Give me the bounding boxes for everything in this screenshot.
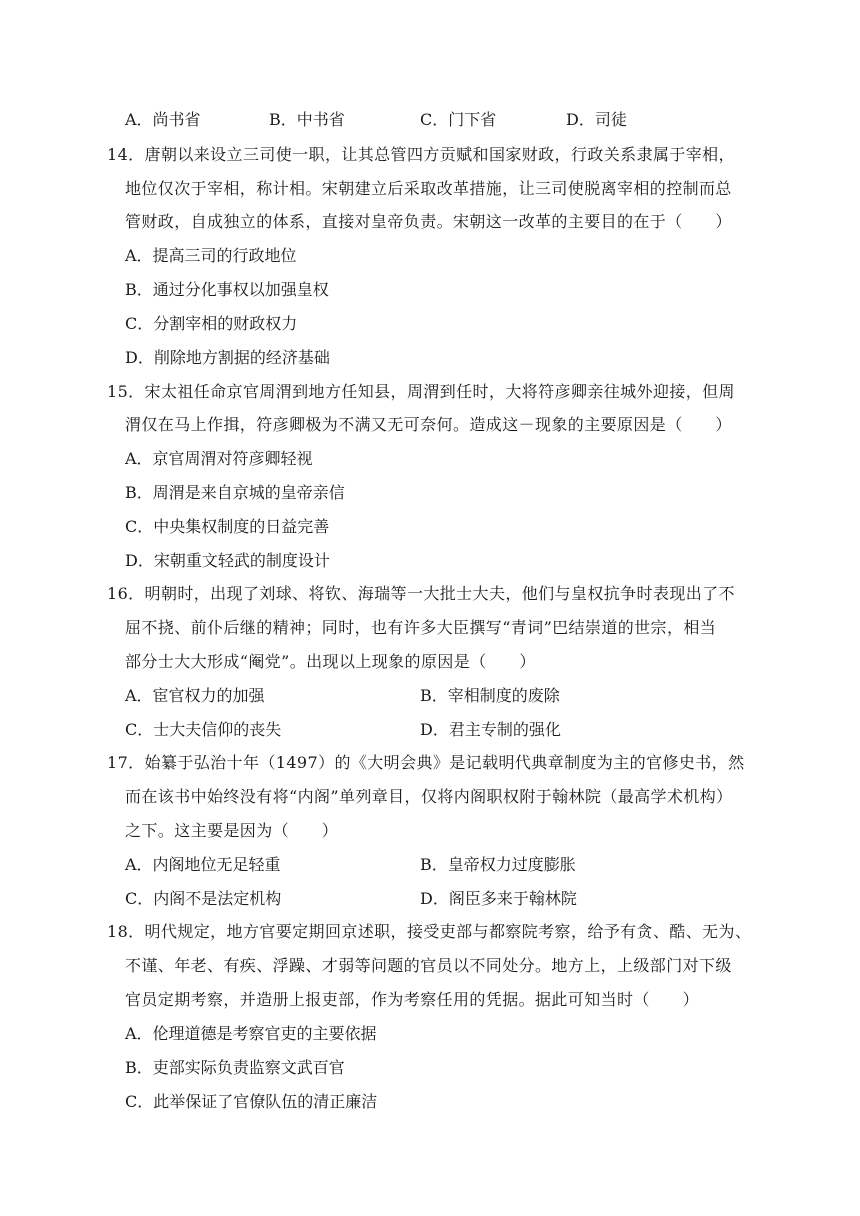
q15-option-a: A．京官周渭对符彦卿轻视 xyxy=(125,449,313,468)
q13-option-a: A．尚书省 xyxy=(125,110,201,129)
q14-option-d: D．削除地方割据的经济基础 xyxy=(125,348,330,367)
q14-stem-line-1: 14．唐朝以来设立三司使一职，让其总管四方贡赋和国家财政，行政关系隶属于宰相， xyxy=(107,145,735,164)
q13-option-c: C．门下省 xyxy=(420,110,497,129)
q14-stem-line-2: 地位仅次于宰相，称计相。宋朝建立后采取改革措施，让三司使脱离宰相的控制而总 xyxy=(125,179,732,198)
q14-stem-line-3: 管财政，自成独立的体系，直接对皇帝负责。宋朝这一改革的主要目的在于（ ） xyxy=(125,212,732,231)
q17-option-b: B．皇帝权力过度膨胀 xyxy=(420,855,576,874)
q15-option-c: C．中央集权制度的日益完善 xyxy=(125,517,330,536)
q18-stem-line-3: 官员定期考察，并造册上报吏部，作为考察任用的凭据。据此可知当时（ ） xyxy=(125,990,700,1009)
q15-stem-line-1: 15．宋太祖任命京官周渭到地方任知县，周渭到任时，大将符彦卿亲往城外迎接，但周 xyxy=(107,382,735,401)
q15-option-b: B．周渭是来自京城的皇帝亲信 xyxy=(125,483,345,502)
q17-stem-line-2: 而在该书中始终没有将“内阁”单列章目，仅将内阁职权附于翰林院（最高学术机构） xyxy=(125,787,733,806)
q17-option-c: C．内阁不是法定机构 xyxy=(125,889,282,908)
q14-option-a: A．提高三司的行政地位 xyxy=(125,246,297,265)
q17-option-a: A．内阁地位无足轻重 xyxy=(125,855,281,874)
q16-stem-line-1: 16．明朝时，出现了刘球、将钦、海瑞等一大批士大夫，他们与皇权抗争时表现出了不 xyxy=(107,584,735,603)
q18-stem-line-2: 不谨、年老、有疾、浮躁、才弱等问题的官员以不同处分。地方上，上级部门对下级 xyxy=(125,956,732,975)
q17-option-d: D．阁臣多来于翰林院 xyxy=(420,889,577,908)
q18-stem-line-1: 18．明代规定，地方官要定期回京述职，接受吏部与都察院考察，给予有贪、酷、无为、 xyxy=(107,922,752,941)
q14-option-c: C．分割宰相的财政权力 xyxy=(125,314,298,333)
q15-stem-line-2: 渭仅在马上作揖，符彦卿极为不满又无可奈何。造成这－现象的主要原因是（ ） xyxy=(125,415,732,434)
q16-stem-line-2: 屈不挠、前仆后继的精神；同时，也有许多大臣撰写“青词”巴结崇道的世宗，相当 xyxy=(125,618,717,637)
q16-option-c: C．士大夫信仰的丧失 xyxy=(125,720,282,739)
q17-stem-line-3: 之下。这主要是因为（ ） xyxy=(125,821,339,840)
q16-option-a: A．宦官权力的加强 xyxy=(125,686,265,705)
q13-option-b: B．中书省 xyxy=(269,110,345,129)
q14-option-b: B．通过分化事权以加强皇权 xyxy=(125,280,329,299)
q15-option-d: D．宋朝重文轻武的制度设计 xyxy=(125,551,330,570)
q16-stem-line-3: 部分士大大形成“阉党”。出现以上现象的原因是（ ） xyxy=(125,652,536,671)
q16-option-b: B．宰相制度的废除 xyxy=(420,686,560,705)
q17-stem-line-1: 17．始纂于弘治十年（1497）的《大明会典》是记载明代典章制度为主的官修史书，然 xyxy=(107,753,745,772)
q18-option-a: A．伦理道德是考察官吏的主要依据 xyxy=(125,1024,377,1043)
q18-option-c: C．此举保证了官僚队伍的清正廉洁 xyxy=(125,1092,378,1111)
q16-option-d: D．君主专制的强化 xyxy=(420,720,561,739)
q18-option-b: B．吏部实际负责监察文武百官 xyxy=(125,1058,345,1077)
q13-option-d: D．司徒 xyxy=(566,110,627,129)
